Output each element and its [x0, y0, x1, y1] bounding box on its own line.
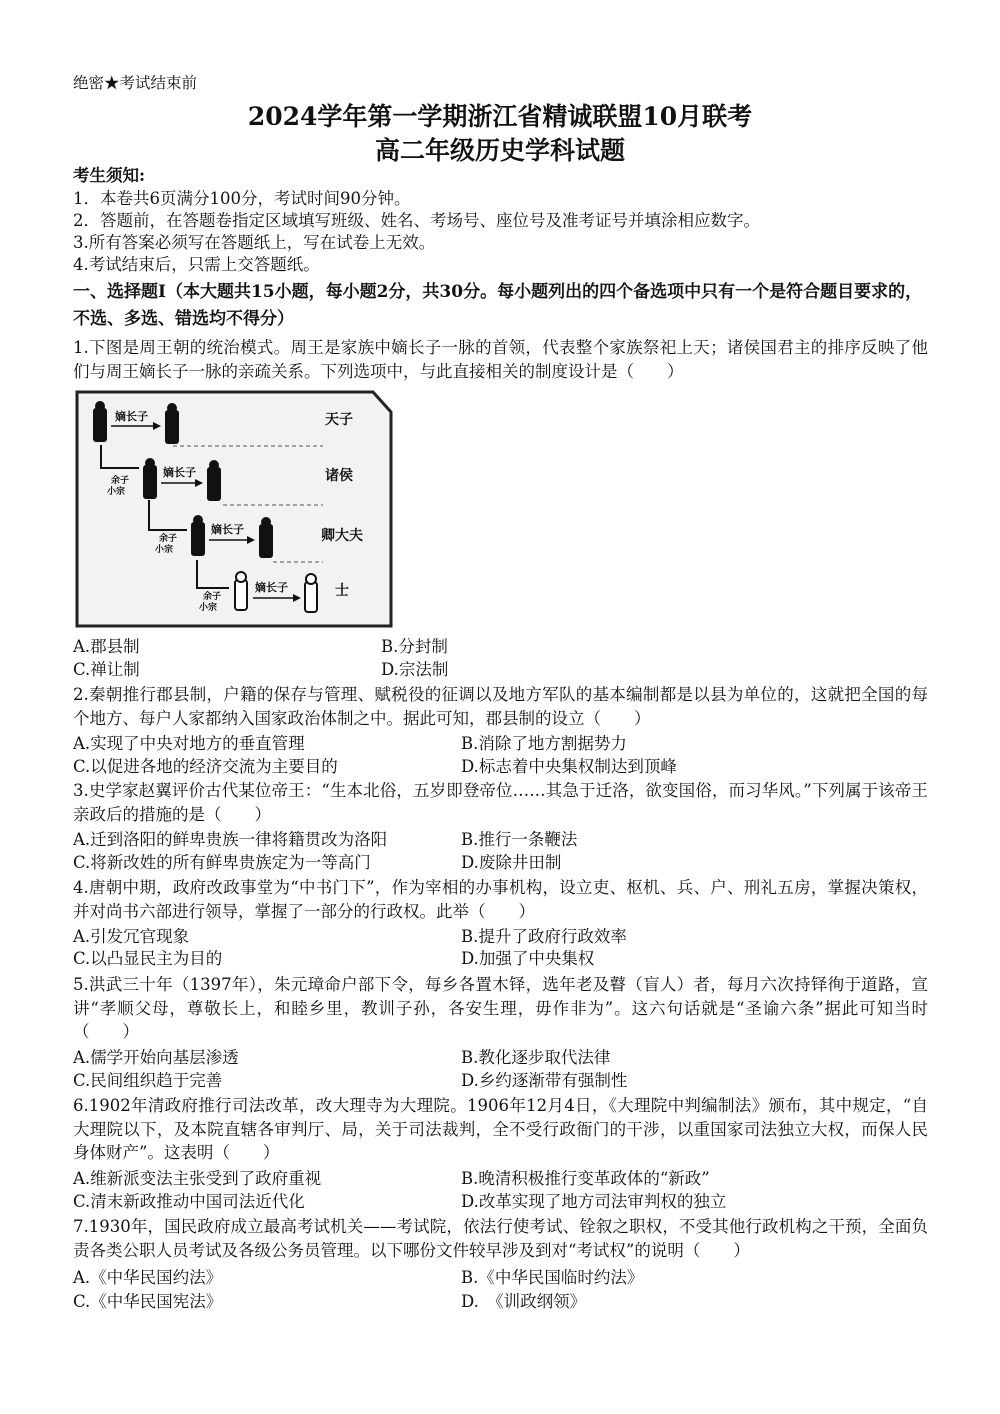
- exam-title: 2024学年第一学期浙江省精诚联盟10月联考: [247, 102, 753, 131]
- option-d: D.改革实现了地方司法审判权的独立: [461, 1192, 727, 1211]
- confidential-mark: 绝密★考试结束前: [73, 74, 198, 92]
- diagram-label: 小宗: [199, 603, 218, 613]
- option-d: D.宗法制: [381, 660, 449, 679]
- option-a: A.儒学开始向基层渗透: [73, 1048, 239, 1067]
- notice-heading: 考生须知:: [73, 166, 146, 185]
- rank-label: 士: [335, 583, 349, 599]
- option-d: D.乡约逐渐带有强制性: [461, 1071, 628, 1090]
- diagram-label: 余子: [159, 534, 178, 544]
- option-a: A.迁到洛阳的鲜卑贵族一律将籍贯改为洛阳: [73, 830, 388, 849]
- question-stem: 7.1930年，国民政府成立最高考试机关——考试院，依法行使考试、铨叙之职权，不受其他行政机构之干预，全面负责各类公职人员考试及各级公务员管理。以下哪份文件较早涉及到对“考试权”的说明（ ）: [73, 1217, 928, 1260]
- section-heading: 一、选择题Ⅰ（本大题共15小题，每小题2分，共30分。每小题列出的四个备选项中只有一个是符合题目要求的，不选、多选、错选均不得分）: [73, 282, 923, 329]
- option-c: C.禅让制: [73, 660, 140, 679]
- diagram-label: 余子: [111, 476, 130, 486]
- zongfa-diagram: [73, 390, 393, 630]
- option-a: A.维新派变法主张受到了政府重视: [73, 1169, 322, 1188]
- diagram-label: 嫡长子: [255, 581, 288, 594]
- diagram-label: 嫡长子: [163, 466, 196, 479]
- diagram-label: 嫡长子: [115, 410, 148, 423]
- option-c: C.将新改姓的所有鲜卑贵族定为一等高门: [73, 853, 371, 872]
- option-b: B.晚清积极推行变革政体的“新政”: [461, 1169, 710, 1188]
- option-b: B.消除了地方割据势力: [461, 734, 627, 753]
- rank-label: 卿大夫: [321, 528, 363, 544]
- option-d: D.废除井田制: [461, 853, 562, 872]
- option-b: B.推行一条鞭法: [461, 830, 578, 849]
- option-c: C.民间组织趋于完善: [73, 1071, 223, 1090]
- question-stem: 1.下图是周王朝的统治模式。周王是家族中嫡长子一脉的首领，代表整个家族祭祀上天；诸侯国君主的排序反映了他们与周王嫡长子一脉的亲疏关系。下列选项中，与此直接相关的制度设计是（ ）: [73, 338, 928, 381]
- exam-subtitle: 高二年级历史学科试题: [374, 136, 625, 165]
- option-a: A.引发冗官现象: [73, 927, 190, 946]
- notice-item: 4.考试结束后，只需上交答题纸。: [73, 255, 320, 274]
- option-b: B.分封制: [381, 637, 448, 656]
- notice-item: 3.所有答案必须写在答题纸上，写在试卷上无效。: [73, 233, 436, 252]
- option-b: B.《中华民国临时约法》: [461, 1268, 644, 1287]
- option-d: D.加强了中央集权: [461, 949, 595, 968]
- option-c: C.以凸显民主为目的: [73, 949, 223, 968]
- notice-item: 2．答题前，在答题卷指定区域填写班级、姓名、考场号、座位号及准考证号并填涂相应数字。: [73, 211, 760, 230]
- option-b: B.教化逐步取代法律: [461, 1048, 611, 1067]
- rank-label: 天子: [325, 412, 353, 428]
- rank-label: 诸侯: [325, 468, 353, 484]
- diagram-label: 嫡长子: [211, 523, 244, 536]
- option-c: C.清末新政推动中国司法近代化: [73, 1192, 305, 1211]
- question-stem: 2.秦朝推行郡县制，户籍的保存与管理、赋税役的征调以及地方军队的基本编制都是以县为单位的，这就把全国的每个地方、每户人家都纳入国家政治体制之中。据此可知，郡县制的设立（ ）: [73, 685, 928, 728]
- option-a: A.《中华民国约法》: [73, 1268, 223, 1287]
- diagram-label: 余子: [203, 592, 222, 602]
- option-d: D.标志着中央集权制达到顶峰: [461, 757, 677, 776]
- option-d: D. 《训政纲领》: [461, 1292, 587, 1311]
- question-stem: 3.史学家赵翼评价古代某位帝王：“生本北俗，五岁即登帝位……其急于迁洛，欲变国俗，而习华风。”下列属于该帝王亲政后的措施的是（ ）: [73, 781, 928, 824]
- option-a: A.实现了中央对地方的垂直管理: [73, 734, 305, 753]
- notice-item: 1．本卷共6页满分100分，考试时间90分钟。: [73, 189, 411, 208]
- option-a: A.郡县制: [73, 637, 140, 656]
- question-stem: 4.唐朝中期，政府改政事堂为“中书门下”，作为宰相的办事机构，设立吏、枢机、兵、户、刑礼五房，掌握决策权，并对尚书六部进行领导，掌握了一部分的行政权。此举（ ）: [73, 878, 928, 921]
- diagram-label: 小宗: [107, 487, 126, 497]
- option-c: C.以促进各地的经济交流为主要目的: [73, 757, 338, 776]
- question-stem: 6.1902年清政府推行司法改革，改大理寺为大理院。1906年12月4日，《大理院中判编制法》颁布，其中规定，“自大理院以下，及本院直辖各审判厅、局，关于司法裁判，全不受行政衙门的干涉，以重国家司法独立大权，而保人民身体财产”。这表明（ ）: [73, 1096, 928, 1162]
- option-c: C.《中华民国宪法》: [73, 1292, 223, 1311]
- option-b: B.提升了政府行政效率: [461, 927, 627, 946]
- question-stem: 5.洪武三十年（1397年），朱元璋命户部下令，每乡各置木铎，选年老及瞽（盲人）者，每月六次持铎徇于道路，宣讲“孝顺父母，尊敬长上，和睦乡里，教训子孙，各安生理，毋作非为”。这六句话就是“圣谕六条”据此可知当时（ ）: [73, 975, 928, 1041]
- diagram-label: 小宗: [155, 545, 174, 555]
